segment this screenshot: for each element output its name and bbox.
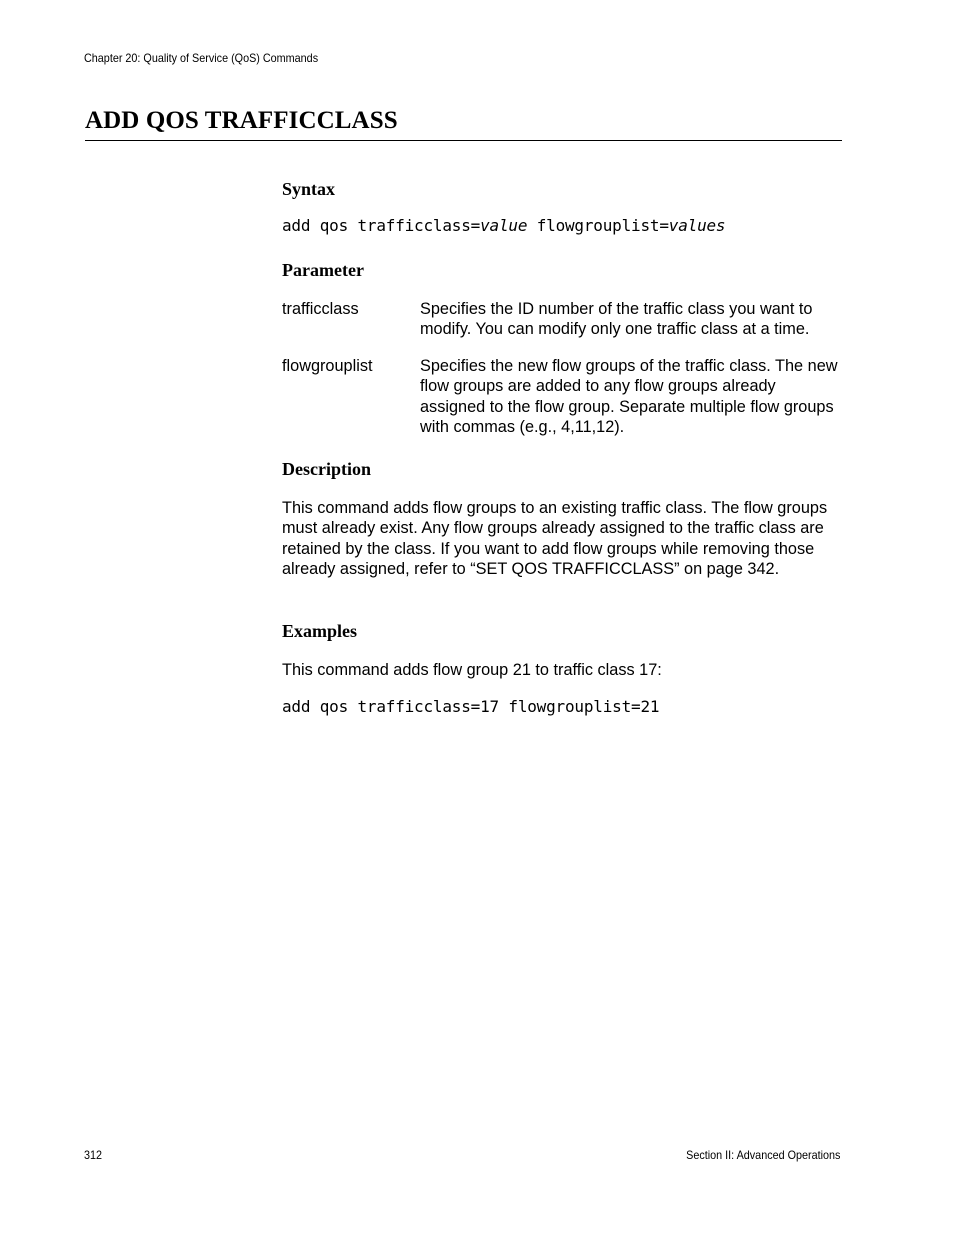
examples-heading: Examples [282, 621, 358, 641]
page-title: ADD QOS TRAFFICCLASS [85, 107, 398, 134]
page-number: 312 [84, 1148, 103, 1162]
description-heading: Description [282, 459, 371, 479]
syntax-command [282, 216, 725, 235]
running-head: Chapter 20: Quality of Service (QoS) Commands [84, 51, 319, 65]
description-text: This command adds flow groups to an existing traffic class. The flow groups must already exist. Any flow groups already assigned to the traffic class are retained by the class. If you want to add flow groups while removing those already assigned, refer to “SET QOS TRAFFICCLASS” on page 342. [282, 499, 828, 578]
example-command: add qos trafficclass=17 flowgrouplist=21 [282, 697, 660, 716]
footer-section: Section II: Advanced Operations [685, 1148, 840, 1162]
parameter-description: Specifies the ID number of the traffic class you want to modify. You can modify only one traffic class at a time. [420, 300, 813, 339]
syntax-command-var2: values [668, 216, 726, 235]
parameter-heading: Parameter [282, 260, 364, 280]
syntax-command-var1: value [480, 216, 528, 235]
examples-intro: This command adds flow group 21 to traffic class 17: [282, 661, 662, 679]
parameter-description: Specifies the new flow groups of the traffic class. The new flow groups are added to any flow groups already assigned to the flow group. Separate multiple flow groups with commas (e.g., 4,11,12). [420, 357, 838, 436]
syntax-command-part1: add qos trafficclass= [282, 216, 481, 235]
syntax-heading: Syntax [282, 179, 336, 199]
syntax-command-part2: flowgrouplist= [527, 216, 669, 235]
parameter-name: trafficclass [282, 300, 359, 318]
title-rule [85, 140, 842, 141]
parameter-name: flowgrouplist [282, 357, 373, 375]
